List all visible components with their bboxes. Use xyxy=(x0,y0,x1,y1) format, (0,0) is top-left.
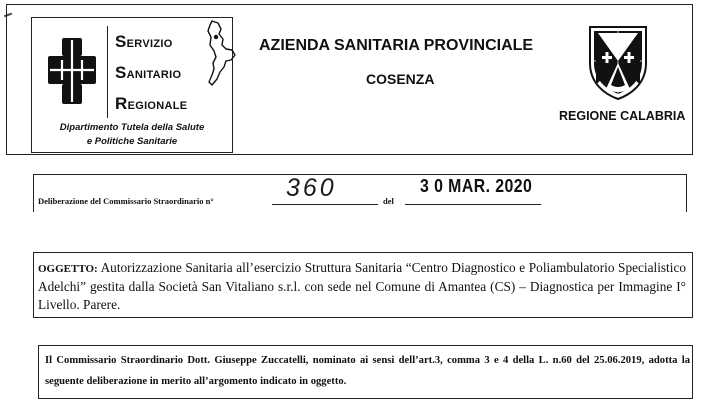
ssr-logo-box xyxy=(31,17,233,153)
ssr-word-sanitario: SANITARIO xyxy=(115,63,182,82)
department-line-1: Dipartimento Tutela della Salute xyxy=(59,122,205,133)
agency-city: COSENZA xyxy=(366,71,435,87)
subject-box xyxy=(33,252,693,318)
deliberation-date-stamp: 3 0 MAR. 2020 xyxy=(420,176,533,196)
deliberation-number: 360 xyxy=(286,174,337,202)
commissioner-statement: Il Commissario Straordinario Dott. Giuseppe Zuccatelli, nominato ai sensi dell’art.3, comma 3 e 4 della L. n.60 del 25.06.2019, adotta la seguente deliberazione in merito all’argomento indicato in oggetto. xyxy=(45,355,690,387)
deliberation-date-underline xyxy=(405,204,541,205)
deliberation-number-underline xyxy=(272,204,378,205)
commissioner-box xyxy=(38,345,693,399)
subject-label: OGGETTO: xyxy=(38,263,98,275)
calabria-emblem-icon xyxy=(584,23,652,101)
ssr-cross-logo-icon xyxy=(48,38,96,104)
department-name xyxy=(32,121,232,149)
deliberation-frame xyxy=(33,174,687,212)
department-line-2: e Politiche Sanitarie xyxy=(86,136,178,147)
region-label: REGIONE CALABRIA xyxy=(559,109,686,123)
agency-title: AZIENDA SANITARIA PROVINCIALE xyxy=(259,37,534,54)
deliberation-label: Deliberazione del Commissario Straordinario n° xyxy=(38,196,214,206)
letterhead xyxy=(6,4,693,155)
ssr-word-servizio: SERVIZIO xyxy=(115,32,173,51)
deliberation-date-label: del xyxy=(383,196,394,206)
ssr-word-regionale: REGIONALE xyxy=(115,94,188,113)
ssr-separator xyxy=(107,26,108,118)
calabria-map-icon xyxy=(204,19,240,89)
subject-body: Autorizzazione Sanitaria all’esercizio Struttura Sanitaria “Centro Diagnostico e Poliambulatorio Specialistico Adelchi” gestita dalla Società San Vitaliano s.r.l. con sede nel Comune di Amantea (CS) – Diagnostica per Immagine I° Livello. Parere. xyxy=(38,260,686,312)
subject-text xyxy=(38,259,686,314)
